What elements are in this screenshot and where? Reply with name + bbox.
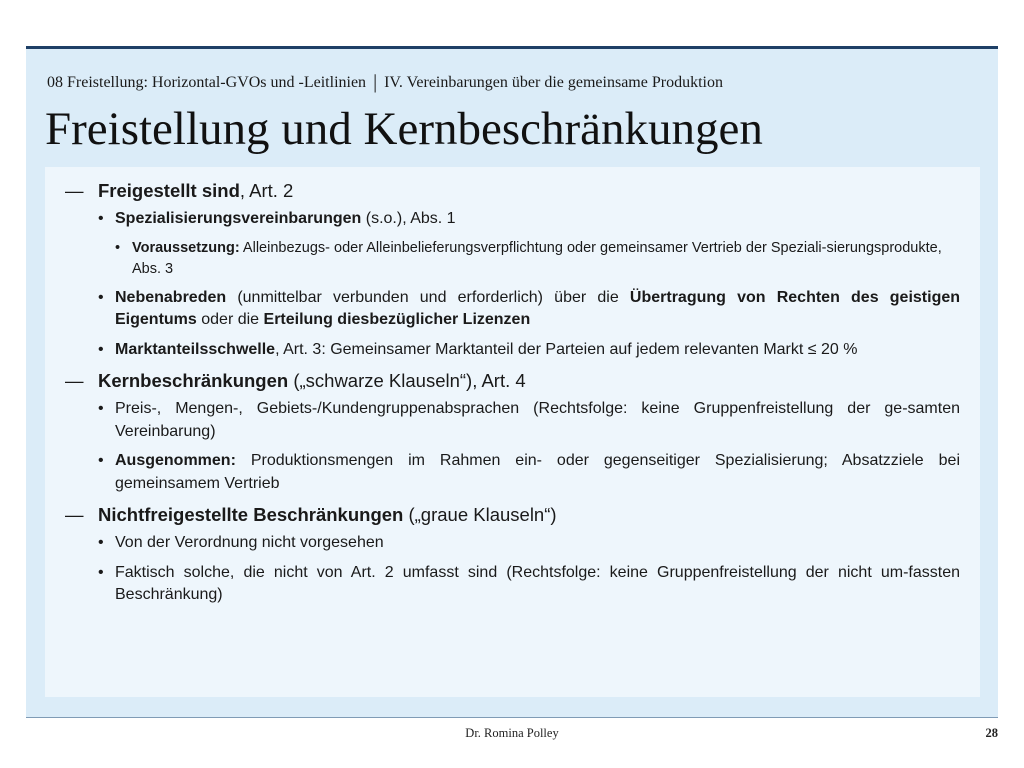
breadcrumb-chapter: 08 Freistellung: Horizontal-GVOs und -Leitlinien — [47, 74, 367, 91]
list-item-faktisch: • Faktisch solche, die nicht von Art. 2 umfasst sind (Rechtsfolge: keine Gruppenfreistellung der nicht um-fassten Beschränkung) — [98, 563, 960, 603]
list-item-marktanteilsschwelle: • Marktanteilsschwelle, Art. 3: Gemeinsamer Marktanteil der Parteien auf jedem relevanten Markt ≤ 20 % — [98, 339, 960, 362]
list-item-nicht-vorgesehen: • Von der Verordnung nicht vorgesehen — [98, 532, 960, 555]
list-item-voraussetzung: • Voraussetzung: Alleinbezugs- oder Alleinbelieferungsverpflichtung oder gemeinsamer Vertrieb der Speziali-sierungsprodukte, Abs. 3 — [115, 239, 942, 277]
dash-marker: — — [65, 180, 84, 201]
content-box — [45, 167, 980, 697]
section-heading-freigestellt: — Freigestellt sind, Art. 2 — [65, 178, 960, 204]
bullet-marker: • — [98, 288, 104, 306]
list-item-spezialisierung: • Spezialisierungsvereinbarungen (s.o.), Abs. 1 — [98, 208, 960, 231]
list-item-ausgenommen: • Ausgenommen: Produktionsmengen im Rahmen ein- oder gegenseitiger Spezialisierung; Absatzziele bei gemeinsamem Vertrieb — [98, 452, 960, 492]
dash-marker: — — [65, 504, 84, 525]
footer-rule — [26, 717, 998, 718]
dash-marker: — — [65, 370, 84, 391]
bullet-marker: • — [98, 452, 104, 469]
bullet-marker: • — [98, 534, 104, 551]
breadcrumb-separator: | — [373, 71, 378, 93]
section-heading-kernbeschraenkungen: — Kernbeschränkungen („schwarze Klauseln“), Art. 4 — [65, 368, 960, 394]
content-list — [65, 178, 960, 614]
bullet-marker: • — [98, 210, 104, 227]
bullet-marker: • — [98, 563, 104, 581]
breadcrumb-section: IV. Vereinbarungen über die gemeinsame Produktion — [384, 74, 723, 91]
bullet-marker: • — [98, 400, 104, 417]
list-item-nebenabreden: • Nebenabreden (unmittelbar verbunden und erforderlich) über die Übertragung von Rechten des geistigen Eigentums oder die Erteilung diesbezüglicher Lizenzen — [98, 288, 961, 328]
list-item-preisabsprachen: • Preis-, Mengen-, Gebiets-/Kundengruppenabsprachen (Rechtsfolge: keine Gruppenfreistellung der ge-samten Vereinbarung) — [98, 400, 960, 440]
page-title: Freistellung und Kernbeschränkungen — [45, 103, 763, 155]
bullet-marker: • — [115, 239, 121, 256]
section-heading-nichtfreigestellt: — Nichtfreigestellte Beschränkungen („graue Klauseln“) — [65, 502, 960, 528]
breadcrumb — [47, 70, 723, 93]
bullet-marker: • — [98, 340, 104, 358]
footer-author: Dr. Romina Polley — [465, 726, 559, 740]
page-number: 28 — [985, 726, 998, 740]
